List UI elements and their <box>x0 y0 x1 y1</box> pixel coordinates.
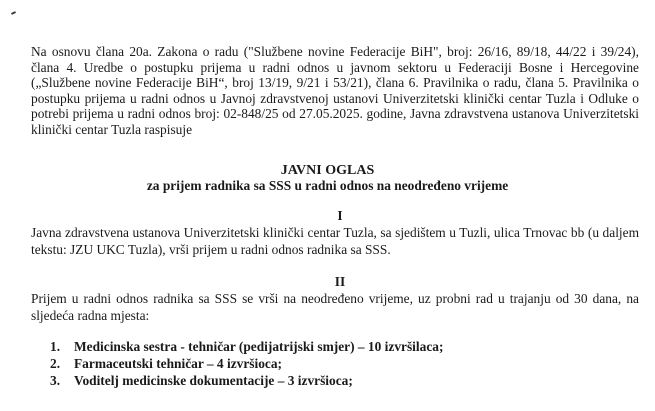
list-item-number: 1. <box>50 339 61 354</box>
list-item-text: Medicinska sestra - tehničar (pedijatrijski smjer) – 10 izvršilaca; <box>74 339 444 354</box>
list-item-number: 2. <box>50 356 61 371</box>
list-item <box>50 372 443 389</box>
positions-list <box>50 338 443 389</box>
list-item-text: Farmaceutski tehničar – 4 izvršioca; <box>74 356 283 371</box>
list-item-number: 3. <box>50 373 61 388</box>
intro-paragraph: Na osnovu člana 20a. Zakona o radu ("Službene novine Federacije BiH", broj: 26/16, 89/18, 44/22 i 39/24), člana 4. Uredbe o postupku prijema u radni odnos u javnom sektoru u Federaciji Bosne i Hercegovine („Službene novine Federacije BiH“, broj 13/19, 9/21 i 53/21), člana 6. Pravilnika o radu, člana 5. Pravilnika o postupku prijema u radni odnos u Javnoj zdravstvenoj ustanovi Univerzitetski klinički centar Tuzla i Odluke o potrebi prijema u radni odnos broj: 02-848/25 od 27.05.2025. godine, Javna zdravstvena ustanova Univerzitetski klinički centar Tuzla raspisuje <box>31 44 639 137</box>
section-text-1: Javna zdravstvena ustanova Univerzitetski klinički centar Tuzla, sa sjedištem u Tuzli, ulica Trnovac bb (u daljem tekstu: JZU UKC Tuzla), vrši prijem u radni odnos radnika sa SSS. <box>31 225 639 257</box>
section-numeral-1: I <box>337 208 343 223</box>
document-title: JAVNI OGLAS <box>280 163 375 178</box>
document-subtitle: za prijem radnika sa SSS u radni odnos na neodređeno vrijeme <box>146 178 509 193</box>
list-item-text: Voditelj medicinske dokumentacije – 3 izvršioca; <box>74 373 353 388</box>
section-numeral-2: II <box>334 274 346 289</box>
list-item <box>50 338 443 355</box>
section-text-2: Prijem u radni odnos radnika sa SSS se vrši na neodređeno vrijeme, uz probni rad u trajanju od 30 dana, na sljedeća radna mjesta: <box>31 291 639 323</box>
list-item <box>50 355 443 372</box>
scan-speck <box>11 11 16 15</box>
